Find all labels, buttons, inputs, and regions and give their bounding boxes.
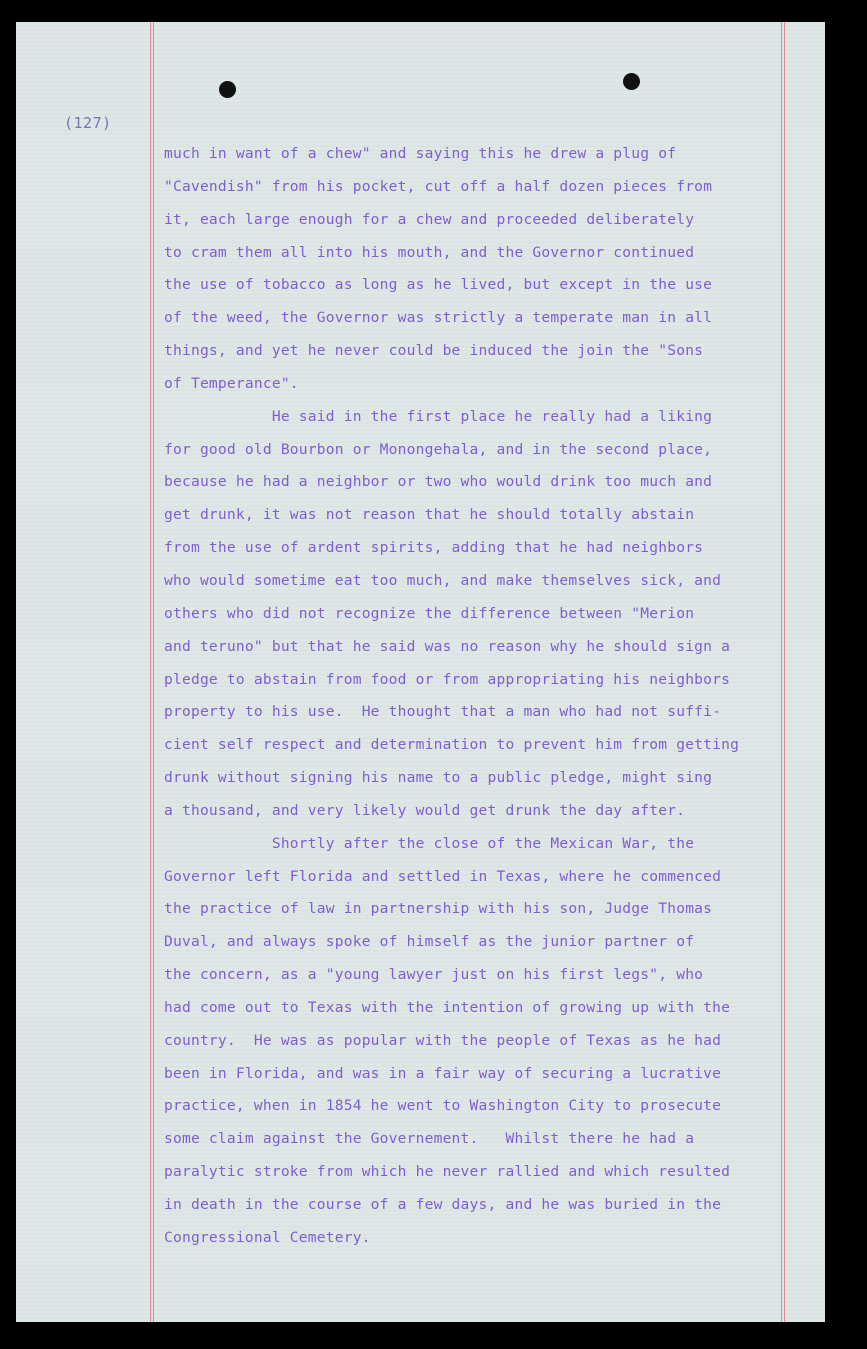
text-line: Duval, and always spoke of himself as the junior partner of (164, 933, 695, 951)
text-line: to cram them all into his mouth, and the Governor continued (164, 243, 695, 261)
text-line: some claim against the Governement. Whilst there he had a (164, 1130, 695, 1148)
text-line: who would sometime eat too much, and make themselves sick, and (164, 571, 722, 589)
text-line: for good old Bourbon or Monongehala, and in the second place, (164, 440, 713, 458)
text-line: because he had a neighbor or two who would drink too much and (164, 473, 713, 491)
text-line: the concern, as a "young lawyer just on his first legs", who (164, 966, 704, 984)
text-line: get drunk, it was not reason that he should totally abstain (164, 506, 695, 524)
text-line: "Cavendish" from his pocket, cut off a half dozen pieces from (164, 177, 713, 195)
text-line: a thousand, and very likely would get drunk the day after. (164, 801, 686, 819)
left-margin-line (150, 22, 151, 1322)
text-line: others who did not recognize the difference between "Merion (164, 604, 695, 622)
text-line: Shortly after the close of the Mexican War, the (164, 834, 695, 852)
typed-text-body (164, 138, 804, 1255)
punch-hole-left (219, 81, 236, 98)
text-line: Governor left Florida and settled in Texas, where he commenced (164, 867, 722, 885)
text-line: country. He was as popular with the people of Texas as he had (164, 1031, 722, 1049)
punch-hole-right (623, 73, 640, 90)
text-line: of Temperance". (164, 374, 299, 392)
text-line: cient self respect and determination to prevent him from getting (164, 736, 740, 754)
text-line: of the weed, the Governor was strictly a temperate man in all (164, 309, 713, 327)
text-line: things, and yet he never could be induced the join the "Sons (164, 342, 704, 360)
text-line: in death in the course of a few days, and he was buried in the (164, 1196, 722, 1213)
text-line: from the use of ardent spirits, adding that he had neighbors (164, 539, 704, 557)
document-page (16, 22, 825, 1322)
text-line: property to his use. He thought that a man who had not suffi- (164, 703, 722, 721)
text-line: much in want of a chew" and saying this he drew a plug of (164, 145, 677, 162)
text-line: the practice of law in partnership with his son, Judge Thomas (164, 900, 713, 918)
text-line: Congressional Cemetery. (164, 1228, 371, 1246)
text-line: it, each large enough for a chew and proceeded deliberately (164, 210, 695, 228)
text-line: He said in the first place he really had a liking (164, 407, 713, 425)
text-line: and teruno" but that he said was no reason why he should sign a (164, 637, 731, 655)
text-line: pledge to abstain from food or from appropriating his neighbors (164, 670, 731, 688)
text-line: the use of tobacco as long as he lived, but except in the use (164, 276, 713, 294)
text-line: drunk without signing his name to a public pledge, might sing (164, 769, 713, 787)
text-line: been in Florida, and was in a fair way of securing a lucrative (164, 1064, 722, 1082)
text-line: had come out to Texas with the intention of growing up with the (164, 998, 731, 1016)
text-line: practice, when in 1854 he went to Washington City to prosecute (164, 1097, 722, 1115)
page-number: (127) (64, 114, 112, 132)
left-margin-line-2 (153, 22, 154, 1322)
text-line: paralytic stroke from which he never rallied and which resulted (164, 1163, 731, 1181)
